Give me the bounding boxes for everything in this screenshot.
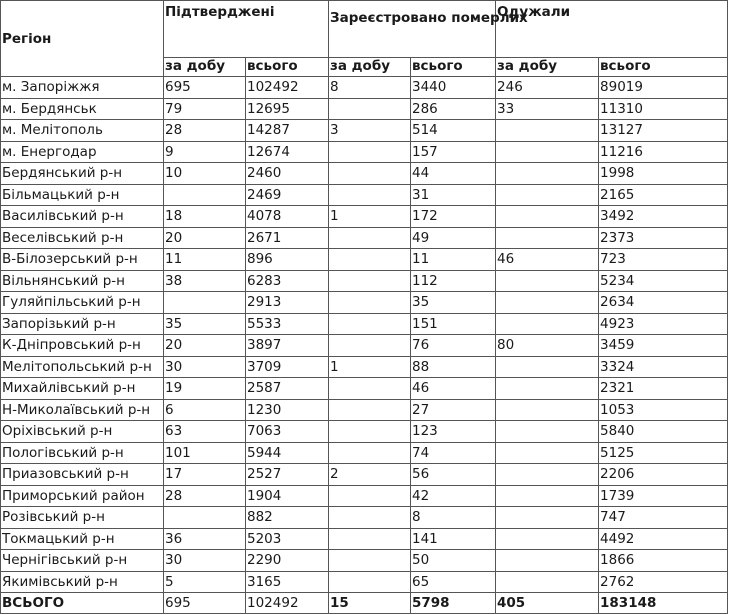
recovered-per-day-cell xyxy=(496,528,599,550)
total-row xyxy=(1,593,728,614)
deaths-total-cell: 8 xyxy=(411,507,496,529)
confirmed-header: Підтверджені xyxy=(164,1,329,58)
recovered-per-day-cell: 246 xyxy=(496,77,599,99)
confirmed-total-cell: 2671 xyxy=(246,227,329,249)
recovered-total-cell: 2373 xyxy=(599,227,728,249)
deaths-total-cell: 11 xyxy=(411,249,496,271)
deaths-per-day-cell xyxy=(329,270,411,292)
region-cell: Мелітопольський р-н xyxy=(1,356,164,378)
recovered-total-cell: 13127 xyxy=(599,120,728,142)
table-row xyxy=(1,485,728,507)
confirmed-total-cell: 2913 xyxy=(246,292,329,314)
confirmed-total-cell: 1904 xyxy=(246,485,329,507)
recovered-per-day-cell xyxy=(496,378,599,400)
deaths-total-cell: 49 xyxy=(411,227,496,249)
recovered-per-day-cell xyxy=(496,313,599,335)
confirmed-per-day-cell: 11 xyxy=(164,249,246,271)
table-row xyxy=(1,442,728,464)
deaths-total-cell: 35 xyxy=(411,292,496,314)
recovered-total-cell: 11310 xyxy=(599,98,728,120)
recovered-per-day-cell xyxy=(496,184,599,206)
confirmed-per-day-cell: 19 xyxy=(164,378,246,400)
header-row-groups xyxy=(1,1,728,58)
deaths-total-cell: 74 xyxy=(411,442,496,464)
recovered-total-cell: 4923 xyxy=(599,313,728,335)
confirmed-total-cell: 2469 xyxy=(246,184,329,206)
region-cell: Василівський р-н xyxy=(1,206,164,228)
total-region-cell: ВСЬОГО xyxy=(1,593,164,614)
region-cell: Чернігівський р-н xyxy=(1,550,164,572)
confirmed-per-day-cell xyxy=(164,507,246,529)
recovered-per-day-cell xyxy=(496,464,599,486)
region-cell: Н-Миколаївський р-н xyxy=(1,399,164,421)
region-cell: Запорізький р-н xyxy=(1,313,164,335)
region-cell: Приазовський р-н xyxy=(1,464,164,486)
recovered-total-cell: 1053 xyxy=(599,399,728,421)
recovered-per-day-cell xyxy=(496,485,599,507)
deaths-per-day-cell xyxy=(329,421,411,443)
deaths-total-cell: 112 xyxy=(411,270,496,292)
recovered-per-day-cell: 80 xyxy=(496,335,599,357)
table-row xyxy=(1,206,728,228)
confirmed-per-day-cell: 28 xyxy=(164,485,246,507)
confirmed-total-cell: 896 xyxy=(246,249,329,271)
recovered-total-cell: 5234 xyxy=(599,270,728,292)
recovered-total-cell: 3459 xyxy=(599,335,728,357)
deaths-per-day-cell xyxy=(329,98,411,120)
confirmed-per-day-cell: 30 xyxy=(164,356,246,378)
confirmed-per-day-cell: 20 xyxy=(164,335,246,357)
region-cell: Пологівський р-н xyxy=(1,442,164,464)
region-cell: Розівський р-н xyxy=(1,507,164,529)
deaths-total-cell: 27 xyxy=(411,399,496,421)
recovered-per-day-cell xyxy=(496,571,599,593)
deaths-per-day-header: за добу xyxy=(329,58,411,77)
confirmed-per-day-cell: 35 xyxy=(164,313,246,335)
table-row xyxy=(1,571,728,593)
deaths-total-cell: 88 xyxy=(411,356,496,378)
confirmed-total-cell: 2460 xyxy=(246,163,329,185)
deaths-per-day-cell: 8 xyxy=(329,77,411,99)
recovered-total-cell: 2165 xyxy=(599,184,728,206)
deaths-per-day-cell xyxy=(329,442,411,464)
confirmed-per-day-cell xyxy=(164,184,246,206)
table-row xyxy=(1,184,728,206)
recovered-total-cell: 2206 xyxy=(599,464,728,486)
confirmed-per-day-cell: 28 xyxy=(164,120,246,142)
deaths-per-day-cell xyxy=(329,141,411,163)
confirmed-per-day-cell: 79 xyxy=(164,98,246,120)
recovered-per-day-cell xyxy=(496,206,599,228)
deaths-per-day-cell xyxy=(329,184,411,206)
deaths-per-day-cell xyxy=(329,399,411,421)
recovered-header: Одужали xyxy=(496,1,728,58)
region-cell: Вільнянський р-н xyxy=(1,270,164,292)
deaths-per-day-cell xyxy=(329,378,411,400)
recovered-per-day-header: за добу xyxy=(496,58,599,77)
table-row xyxy=(1,335,728,357)
confirmed-total-cell: 5533 xyxy=(246,313,329,335)
table-row xyxy=(1,227,728,249)
confirmed-per-day-cell: 18 xyxy=(164,206,246,228)
table-row xyxy=(1,249,728,271)
table-row xyxy=(1,421,728,443)
total-confirmed-per-day-cell: 695 xyxy=(164,593,246,614)
confirmed-total-cell: 6283 xyxy=(246,270,329,292)
deaths-total-cell: 157 xyxy=(411,141,496,163)
recovered-per-day-cell: 33 xyxy=(496,98,599,120)
deaths-total-cell: 50 xyxy=(411,550,496,572)
recovered-total-cell: 2762 xyxy=(599,571,728,593)
deaths-total-cell: 76 xyxy=(411,335,496,357)
deaths-per-day-cell xyxy=(329,292,411,314)
recovered-per-day-cell xyxy=(496,292,599,314)
deaths-total-cell: 286 xyxy=(411,98,496,120)
deaths-per-day-cell xyxy=(329,571,411,593)
table-row xyxy=(1,270,728,292)
confirmed-per-day-cell xyxy=(164,292,246,314)
deaths-total-cell: 56 xyxy=(411,464,496,486)
confirmed-total-cell: 102492 xyxy=(246,77,329,99)
region-cell: м. Мелітополь xyxy=(1,120,164,142)
region-cell: Веселівський р-н xyxy=(1,227,164,249)
region-cell: м. Бердянськ xyxy=(1,98,164,120)
recovered-total-cell: 1998 xyxy=(599,163,728,185)
region-cell: Більмацький р-н xyxy=(1,184,164,206)
recovered-total-cell: 89019 xyxy=(599,77,728,99)
confirmed-total-cell: 5944 xyxy=(246,442,329,464)
recovered-total-cell: 1739 xyxy=(599,485,728,507)
deaths-total-cell: 46 xyxy=(411,378,496,400)
deaths-per-day-cell: 2 xyxy=(329,464,411,486)
confirmed-per-day-cell: 6 xyxy=(164,399,246,421)
total-recovered-per-day-cell: 405 xyxy=(496,593,599,614)
table-row xyxy=(1,356,728,378)
recovered-per-day-cell xyxy=(496,507,599,529)
confirmed-total-cell: 1230 xyxy=(246,399,329,421)
confirmed-per-day-cell: 9 xyxy=(164,141,246,163)
table-row xyxy=(1,98,728,120)
recovered-total-cell: 723 xyxy=(599,249,728,271)
recovered-total-cell: 2634 xyxy=(599,292,728,314)
confirmed-per-day-cell: 38 xyxy=(164,270,246,292)
deaths-per-day-cell xyxy=(329,227,411,249)
recovered-total-cell: 747 xyxy=(599,507,728,529)
total-confirmed-total-cell: 102492 xyxy=(246,593,329,614)
confirmed-total-cell: 7063 xyxy=(246,421,329,443)
recovered-per-day-cell xyxy=(496,120,599,142)
deaths-per-day-cell xyxy=(329,163,411,185)
deaths-total-cell: 141 xyxy=(411,528,496,550)
region-cell: Гуляйпільський р-н xyxy=(1,292,164,314)
recovered-per-day-cell xyxy=(496,227,599,249)
deaths-total-cell: 3440 xyxy=(411,77,496,99)
table-row xyxy=(1,77,728,99)
recovered-per-day-cell xyxy=(496,270,599,292)
region-cell: Приморський район xyxy=(1,485,164,507)
recovered-per-day-cell xyxy=(496,399,599,421)
table-row xyxy=(1,120,728,142)
confirmed-total-cell: 3165 xyxy=(246,571,329,593)
confirmed-per-day-cell: 10 xyxy=(164,163,246,185)
total-recovered-total-cell: 183148 xyxy=(599,593,728,614)
table-row xyxy=(1,141,728,163)
region-cell: Оріхівський р-н xyxy=(1,421,164,443)
recovered-total-header: всього xyxy=(599,58,728,77)
deaths-total-cell: 514 xyxy=(411,120,496,142)
confirmed-per-day-cell: 695 xyxy=(164,77,246,99)
deaths-per-day-cell: 1 xyxy=(329,206,411,228)
recovered-total-cell: 3492 xyxy=(599,206,728,228)
table-row xyxy=(1,292,728,314)
recovered-per-day-cell xyxy=(496,141,599,163)
recovered-per-day-cell xyxy=(496,163,599,185)
recovered-per-day-cell xyxy=(496,356,599,378)
confirmed-per-day-cell: 17 xyxy=(164,464,246,486)
confirmed-total-cell: 12674 xyxy=(246,141,329,163)
recovered-total-cell: 4492 xyxy=(599,528,728,550)
table-row xyxy=(1,399,728,421)
deaths-per-day-cell xyxy=(329,528,411,550)
confirmed-total-cell: 4078 xyxy=(246,206,329,228)
deaths-per-day-cell xyxy=(329,249,411,271)
region-cell: м. Енергодар xyxy=(1,141,164,163)
total-deaths-per-day-cell: 15 xyxy=(329,593,411,614)
confirmed-per-day-cell: 20 xyxy=(164,227,246,249)
total-deaths-total-cell: 5798 xyxy=(411,593,496,614)
recovered-total-cell: 1866 xyxy=(599,550,728,572)
table-row xyxy=(1,378,728,400)
table-row xyxy=(1,464,728,486)
recovered-total-cell: 5840 xyxy=(599,421,728,443)
region-cell: Бердянський р-н xyxy=(1,163,164,185)
deaths-total-cell: 65 xyxy=(411,571,496,593)
recovered-per-day-cell xyxy=(496,421,599,443)
confirmed-total-cell: 2527 xyxy=(246,464,329,486)
table-row xyxy=(1,313,728,335)
confirmed-total-header: всього xyxy=(246,58,329,77)
region-cell: Михайлівський р-н xyxy=(1,378,164,400)
recovered-total-cell: 3324 xyxy=(599,356,728,378)
deaths-total-cell: 44 xyxy=(411,163,496,185)
confirmed-per-day-header: за добу xyxy=(164,58,246,77)
region-header: Регіон xyxy=(1,1,164,77)
recovered-per-day-cell xyxy=(496,442,599,464)
confirmed-total-cell: 2290 xyxy=(246,550,329,572)
confirmed-per-day-cell: 101 xyxy=(164,442,246,464)
deaths-per-day-cell xyxy=(329,507,411,529)
deaths-total-cell: 42 xyxy=(411,485,496,507)
confirmed-total-cell: 3709 xyxy=(246,356,329,378)
recovered-total-cell: 5125 xyxy=(599,442,728,464)
region-cell: В-Білозерський р-н xyxy=(1,249,164,271)
table-row xyxy=(1,507,728,529)
confirmed-total-cell: 5203 xyxy=(246,528,329,550)
deaths-per-day-cell: 1 xyxy=(329,356,411,378)
recovered-per-day-cell xyxy=(496,550,599,572)
confirmed-per-day-cell: 63 xyxy=(164,421,246,443)
confirmed-total-cell: 882 xyxy=(246,507,329,529)
recovered-per-day-cell: 46 xyxy=(496,249,599,271)
recovered-total-cell: 11216 xyxy=(599,141,728,163)
confirmed-total-cell: 14287 xyxy=(246,120,329,142)
deaths-per-day-cell: 3 xyxy=(329,120,411,142)
confirmed-total-cell: 12695 xyxy=(246,98,329,120)
deaths-header: Зареєстровано померлих xyxy=(329,1,496,58)
deaths-per-day-cell xyxy=(329,335,411,357)
region-cell: Токмацький р-н xyxy=(1,528,164,550)
confirmed-total-cell: 3897 xyxy=(246,335,329,357)
region-cell: К-Дніпровський р-н xyxy=(1,335,164,357)
confirmed-per-day-cell: 5 xyxy=(164,571,246,593)
confirmed-per-day-cell: 36 xyxy=(164,528,246,550)
deaths-per-day-cell xyxy=(329,313,411,335)
table-row xyxy=(1,550,728,572)
deaths-total-cell: 151 xyxy=(411,313,496,335)
deaths-per-day-cell xyxy=(329,485,411,507)
deaths-total-cell: 31 xyxy=(411,184,496,206)
deaths-total-cell: 123 xyxy=(411,421,496,443)
region-cell: Якимівський р-н xyxy=(1,571,164,593)
table-row xyxy=(1,163,728,185)
table-row xyxy=(1,528,728,550)
confirmed-total-cell: 2587 xyxy=(246,378,329,400)
deaths-per-day-cell xyxy=(329,550,411,572)
region-cell: м. Запоріжжя xyxy=(1,77,164,99)
deaths-total-cell: 172 xyxy=(411,206,496,228)
deaths-total-header: всього xyxy=(411,58,496,77)
confirmed-per-day-cell: 30 xyxy=(164,550,246,572)
recovered-total-cell: 2321 xyxy=(599,378,728,400)
